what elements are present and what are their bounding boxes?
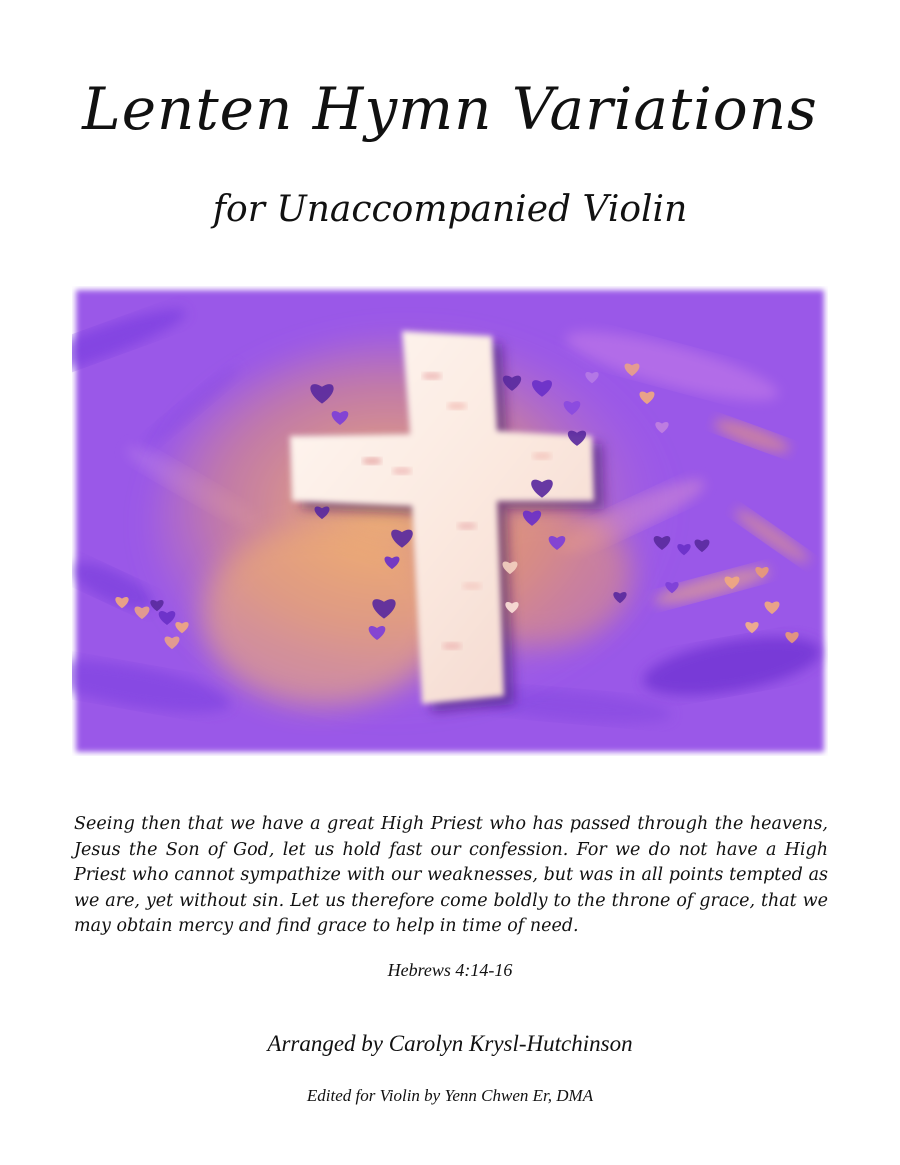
cross-brush-mark — [442, 642, 462, 650]
scripture-verse: Seeing then that we have a great High Priest who has passed through the heavens, Jesus the Son of God, let us hold fast our confession. For we do not have a High Priest who cannot sympathize with our weaknesses, but was in all points tempted as we are, yet without sin. Let us therefore come boldly to the throne of grace, that we may obtain mercy and find grace to help in time of need. — [74, 814, 828, 936]
cross-brush-mark — [447, 402, 467, 410]
cross-painting-icon — [72, 286, 828, 756]
orange-patch — [202, 526, 442, 706]
page-subtitle: for Unaccompanied Violin — [212, 189, 688, 230]
cross-brush-mark — [462, 582, 482, 590]
cross-brush-mark — [532, 452, 552, 460]
editor-credit: Edited for Violin by Yenn Chwen Er, DMA — [306, 1086, 594, 1105]
cover-artwork — [72, 286, 828, 756]
cross-brush-mark — [457, 522, 477, 530]
page-title: Lenten Hymn Variations — [82, 75, 818, 143]
scripture-reference: Hebrews 4:14-16 — [387, 960, 513, 980]
arranger-credit: Arranged by Carolyn Krysl-Hutchinson — [267, 1031, 633, 1056]
cross-brush-mark — [422, 372, 442, 380]
cross-brush-mark — [362, 457, 382, 465]
cross-brush-mark — [392, 467, 412, 475]
